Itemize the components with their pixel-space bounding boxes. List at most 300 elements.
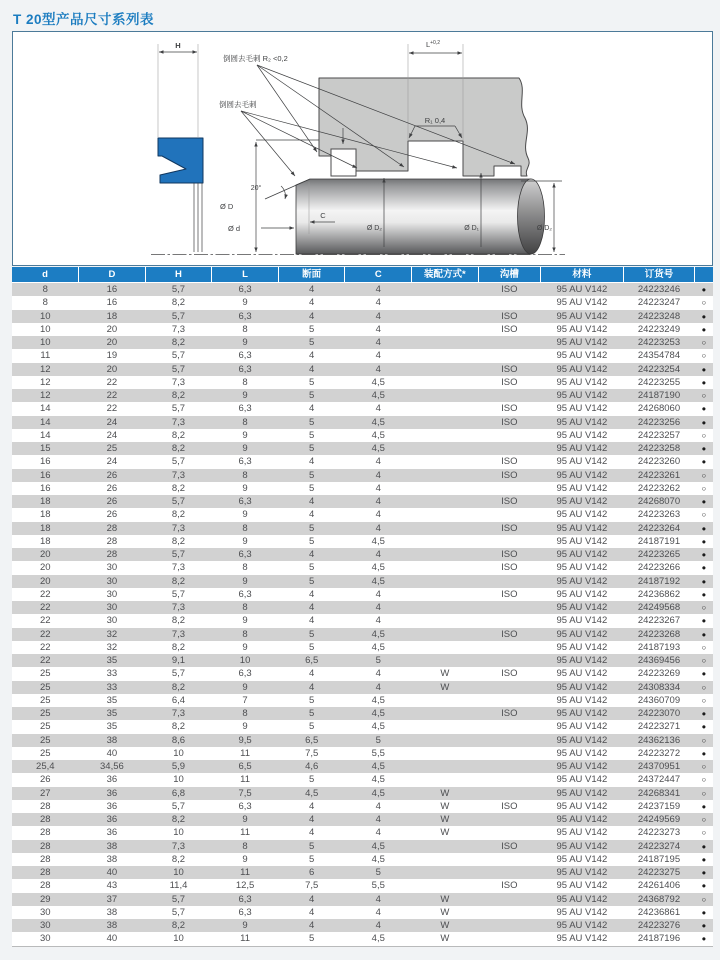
table-cell: 37 <box>106 893 118 905</box>
table-cell: 8 <box>242 376 248 388</box>
table-cell: 5 <box>309 376 315 388</box>
table-cell: 4 <box>375 814 381 826</box>
table-cell <box>478 429 540 442</box>
table-row <box>12 813 713 826</box>
table-cell: 22 <box>40 615 51 627</box>
table-cell: 95 AU V142 <box>556 562 608 574</box>
table-cell: 34,56 <box>100 761 124 773</box>
table-cell: 4 <box>309 602 315 614</box>
table-cell: 4 <box>309 615 315 627</box>
table-cell: 33 <box>106 668 118 680</box>
table-cell: 24354784 <box>637 350 681 362</box>
table-cell <box>478 336 540 349</box>
table-cell: 33 <box>106 681 118 693</box>
table-row <box>12 455 713 468</box>
table-cell: 5 <box>309 522 315 534</box>
table-cell: 24370951 <box>637 761 681 773</box>
table-cell: 5 <box>309 641 315 653</box>
table-cell <box>412 575 479 588</box>
table-cell: 95 AU V142 <box>556 363 608 375</box>
table-cell: 5 <box>309 628 315 640</box>
availability-dot: ● <box>701 497 707 507</box>
table-cell <box>478 787 540 800</box>
table-cell: 4 <box>375 920 381 932</box>
table-cell: 4 <box>375 681 381 693</box>
svg-text:倒圆去毛刺 R₂ <0,2: 倒圆去毛刺 R₂ <0,2 <box>223 54 288 63</box>
table-cell <box>412 349 479 362</box>
availability-dot: ○ <box>701 483 707 493</box>
table-cell: 9 <box>242 641 248 653</box>
table-cell <box>412 323 479 336</box>
table-cell: 6,3 <box>238 549 252 561</box>
table-cell: 5,7 <box>171 588 186 600</box>
table-cell: 4,5 <box>371 376 385 388</box>
table-row <box>12 707 713 720</box>
table-cell: 4 <box>309 588 315 600</box>
svg-text:C: C <box>320 211 326 220</box>
table-cell: ISO <box>501 549 518 561</box>
table-cell: 7,3 <box>171 628 186 640</box>
table-cell: 95 AU V142 <box>556 814 608 826</box>
table-cell: 4,5 <box>371 933 385 945</box>
table-cell <box>478 654 540 667</box>
table-cell: 5 <box>309 416 315 428</box>
table-cell: 95 AU V142 <box>556 867 608 879</box>
table-cell: 24223249 <box>637 323 681 335</box>
table-cell: 8 <box>242 323 248 335</box>
rod-end-cap <box>518 179 545 254</box>
table-cell: 36 <box>106 774 118 786</box>
availability-dot: ● <box>701 377 707 387</box>
table-cell: 28 <box>40 827 51 839</box>
table-cell <box>412 429 479 442</box>
table-cell: 5 <box>309 575 315 587</box>
table-cell: 95 AU V142 <box>556 761 608 773</box>
column-header: C <box>345 267 412 283</box>
table-cell <box>478 601 540 614</box>
table-cell: 18 <box>106 310 118 322</box>
table-cell: 8,2 <box>171 681 186 693</box>
table-row <box>12 919 713 932</box>
table-cell: W <box>440 906 450 918</box>
table-row <box>12 654 713 667</box>
table-cell: ISO <box>501 284 518 296</box>
table-cell: 7,3 <box>171 376 186 388</box>
table-cell: 4 <box>375 827 381 839</box>
table-cell: 40 <box>106 933 118 945</box>
table-cell: 20 <box>40 562 51 574</box>
table-cell: 8,2 <box>171 721 186 733</box>
availability-dot: ● <box>701 417 707 427</box>
table-cell: 24223274 <box>637 840 681 852</box>
table-cell: 24237159 <box>637 800 681 812</box>
table-cell: 24 <box>106 429 118 441</box>
table-cell: 95 AU V142 <box>556 403 608 415</box>
table-cell: 24223264 <box>637 522 681 534</box>
table-cell: 40 <box>106 867 118 879</box>
table-cell <box>412 561 479 574</box>
availability-dot: ○ <box>701 603 707 613</box>
table-cell <box>412 442 479 455</box>
table-cell: 95 AU V142 <box>556 668 608 680</box>
table-cell: 7,3 <box>171 708 186 720</box>
table-cell <box>412 416 479 429</box>
table-cell: 24187191 <box>637 535 681 547</box>
table-cell: 8,2 <box>171 337 186 349</box>
housing-step <box>331 149 356 176</box>
table-cell: 4,5 <box>371 787 385 799</box>
table-cell <box>412 614 479 627</box>
table-cell: ISO <box>501 588 518 600</box>
table-cell: 12 <box>40 363 51 375</box>
table-cell: ISO <box>501 880 518 892</box>
table-cell: 5 <box>309 390 315 402</box>
table-cell <box>478 734 540 747</box>
availability-dot: ● <box>701 854 707 864</box>
availability-dot: ○ <box>701 775 707 785</box>
table-cell: 12,5 <box>235 880 255 892</box>
table-cell: 95 AU V142 <box>556 933 608 945</box>
table-cell <box>412 535 479 548</box>
table-cell: 24223265 <box>637 549 681 561</box>
table-cell: 95 AU V142 <box>556 920 608 932</box>
table-cell: 95 AU V142 <box>556 310 608 322</box>
availability-dot: ● <box>701 576 707 586</box>
table-cell: 7 <box>242 694 248 706</box>
table-cell: 4 <box>375 602 381 614</box>
table-row <box>12 389 713 402</box>
table-row <box>12 720 713 733</box>
table-row <box>12 734 713 747</box>
table-cell: W <box>440 827 450 839</box>
table-cell <box>478 773 540 786</box>
table-cell: ISO <box>501 310 518 322</box>
table-cell: 28 <box>40 814 51 826</box>
table-cell: 6,5 <box>238 761 252 773</box>
availability-dot: ● <box>701 550 707 560</box>
table-cell: 10 <box>40 310 51 322</box>
table-cell: 26 <box>40 774 51 786</box>
table-cell: ISO <box>501 416 518 428</box>
table-row <box>12 601 713 614</box>
table-cell: ISO <box>501 363 518 375</box>
table-cell: 22 <box>40 602 51 614</box>
technical-drawing-panel <box>12 31 713 266</box>
availability-dot: ● <box>701 404 707 414</box>
table-cell <box>478 641 540 654</box>
table-cell: 6,3 <box>238 350 252 362</box>
table-cell: 5,7 <box>171 549 186 561</box>
table-cell: 4 <box>309 350 315 362</box>
table-cell: 28 <box>106 535 118 547</box>
table-cell: W <box>440 668 450 680</box>
table-cell: 5 <box>309 535 315 547</box>
availability-dot: ● <box>701 616 707 626</box>
column-header: 订货号 <box>623 267 695 283</box>
table-cell: 4 <box>375 469 381 481</box>
table-cell: 24223070 <box>637 708 681 720</box>
table-cell: 36 <box>106 814 118 826</box>
table-row <box>12 800 713 813</box>
table-cell: 26 <box>106 482 118 494</box>
table-cell: 16 <box>40 482 51 494</box>
table-cell: W <box>440 681 450 693</box>
table-cell: 6,5 <box>305 734 319 746</box>
table-cell <box>412 389 479 402</box>
table-cell: 9 <box>242 853 248 865</box>
table-cell: 5,7 <box>171 496 186 508</box>
table-cell: 4 <box>375 906 381 918</box>
table-cell: 10 <box>40 337 51 349</box>
table-cell: 4 <box>309 403 315 415</box>
table-cell <box>412 402 479 415</box>
table-cell: 5 <box>309 708 315 720</box>
table-cell: 25 <box>40 721 51 733</box>
table-cell: 4,5 <box>371 708 385 720</box>
table-row <box>12 482 713 495</box>
table-cell: 12 <box>40 376 51 388</box>
table-cell <box>412 522 479 535</box>
table-cell: 22 <box>40 628 51 640</box>
table-row <box>12 787 713 800</box>
table-cell: 4 <box>375 403 381 415</box>
table-cell <box>412 853 479 866</box>
table-cell: 4,5 <box>305 787 319 799</box>
table-cell <box>412 455 479 468</box>
table-cell: ISO <box>501 840 518 852</box>
table-cell: 5,7 <box>171 284 186 296</box>
table-cell: 25 <box>106 443 118 455</box>
table-cell: ISO <box>501 800 518 812</box>
table-cell: 95 AU V142 <box>556 708 608 720</box>
table-cell: 95 AU V142 <box>556 469 608 481</box>
table-cell: 8,2 <box>171 641 186 653</box>
table-cell: 9 <box>242 920 248 932</box>
table-cell: 20 <box>40 549 51 561</box>
table-cell <box>478 614 540 627</box>
table-cell: 4 <box>375 496 381 508</box>
table-cell: ISO <box>501 522 518 534</box>
table-row <box>12 323 713 336</box>
rod-cylinder <box>296 179 531 254</box>
table-cell: 20 <box>40 575 51 587</box>
table-cell: 4,5 <box>371 416 385 428</box>
availability-dot: ○ <box>701 510 707 520</box>
table-cell: 4,5 <box>371 628 385 640</box>
availability-dot: ○ <box>701 470 707 480</box>
table-cell: 20 <box>106 337 118 349</box>
table-cell: 95 AU V142 <box>556 456 608 468</box>
table-cell: 4,5 <box>371 575 385 587</box>
table-row <box>12 667 713 680</box>
table-cell: 5 <box>309 774 315 786</box>
table-cell: 14 <box>40 429 51 441</box>
table-cell: ISO <box>501 668 518 680</box>
table-cell: 4 <box>375 337 381 349</box>
table-cell: W <box>440 800 450 812</box>
table-cell <box>412 654 479 667</box>
table-cell: 11 <box>240 827 251 839</box>
table-cell: 8,6 <box>171 734 186 746</box>
table-cell: 95 AU V142 <box>556 721 608 733</box>
table-cell <box>478 482 540 495</box>
availability-dot: ● <box>701 563 707 573</box>
table-cell: 95 AU V142 <box>556 787 608 799</box>
table-cell <box>478 760 540 773</box>
table-cell: 4,5 <box>371 853 385 865</box>
table-cell: 95 AU V142 <box>556 390 608 402</box>
table-cell: 95 AU V142 <box>556 549 608 561</box>
table-cell: 22 <box>40 641 51 653</box>
table-cell: 8,2 <box>171 920 186 932</box>
table-cell: 4,5 <box>371 761 385 773</box>
availability-dot: ● <box>701 457 707 467</box>
table-cell: 30 <box>40 906 51 918</box>
table-cell: 6,3 <box>238 893 252 905</box>
table-cell: 9 <box>242 535 248 547</box>
table-cell <box>478 296 540 309</box>
table-cell: 9 <box>242 337 248 349</box>
table-cell: 7,5 <box>238 787 252 799</box>
table-cell: 9 <box>242 575 248 587</box>
table-cell: 25,4 <box>36 761 55 773</box>
svg-text:倒圆去毛刺: 倒圆去毛刺 <box>219 100 257 109</box>
table-cell: 20 <box>106 323 118 335</box>
table-cell: 8 <box>242 522 248 534</box>
table-cell: 4 <box>309 297 315 309</box>
table-cell <box>478 349 540 362</box>
table-cell: 7,3 <box>171 840 186 852</box>
table-cell: 7,3 <box>171 562 186 574</box>
table-row <box>12 296 713 309</box>
table-cell <box>478 681 540 694</box>
column-header: 断面 <box>278 267 345 283</box>
table-cell: 95 AU V142 <box>556 443 608 455</box>
table-cell: 95 AU V142 <box>556 522 608 534</box>
table-cell: 24187192 <box>637 575 681 587</box>
page-title: T 20型产品尺寸系列表 <box>13 12 155 27</box>
table-cell: 4 <box>309 920 315 932</box>
table-cell: 5 <box>309 694 315 706</box>
svg-text:L+0,2: L+0,2 <box>425 40 441 49</box>
table-cell: 25 <box>40 668 51 680</box>
table-cell: 30 <box>106 588 118 600</box>
table-cell: 15 <box>40 443 51 455</box>
table-cell: 24223257 <box>637 429 681 441</box>
table-cell: 6,3 <box>238 588 252 600</box>
table-cell: 9 <box>242 482 248 494</box>
availability-dot: ● <box>701 868 707 878</box>
table-cell: 32 <box>106 628 118 640</box>
table-cell: 5 <box>309 323 315 335</box>
table-cell: 27 <box>40 787 51 799</box>
table-cell: 4 <box>309 310 315 322</box>
table-cell: 22 <box>106 403 118 415</box>
availability-dot: ● <box>701 748 707 758</box>
availability-dot: ○ <box>701 894 707 904</box>
table-row <box>12 495 713 508</box>
table-cell: 24308334 <box>637 681 681 693</box>
table-cell: 95 AU V142 <box>556 482 608 494</box>
table-row <box>12 442 713 455</box>
table-cell: 95 AU V142 <box>556 376 608 388</box>
dim-dia-d <box>228 224 294 233</box>
availability-dot: ○ <box>701 298 707 308</box>
table-row <box>12 548 713 561</box>
table-cell: 28 <box>40 800 51 812</box>
table-cell: ISO <box>501 469 518 481</box>
table-cell: 95 AU V142 <box>556 774 608 786</box>
table-cell: 26 <box>106 496 118 508</box>
table-cell: 30 <box>106 575 118 587</box>
table-cell: 5,7 <box>171 893 186 905</box>
table-cell: 6,3 <box>238 668 252 680</box>
table-cell: 7,5 <box>305 880 319 892</box>
table-cell: 5 <box>375 655 381 667</box>
table-cell: 35 <box>106 694 118 706</box>
table-cell: 28 <box>40 840 51 852</box>
table-row <box>12 469 713 482</box>
table-row <box>12 429 713 442</box>
table-cell: 30 <box>40 920 51 932</box>
table-row <box>12 535 713 548</box>
table-cell: 20 <box>106 363 118 375</box>
table-cell: 35 <box>106 708 118 720</box>
table-cell: 95 AU V142 <box>556 655 608 667</box>
table-row <box>12 402 713 415</box>
table-cell <box>478 442 540 455</box>
table-cell <box>478 932 540 946</box>
table-cell: 5,7 <box>171 310 186 322</box>
table-cell: 4,6 <box>305 761 319 773</box>
table-cell: 38 <box>106 920 118 932</box>
table-row <box>12 760 713 773</box>
table-cell: 9 <box>242 443 248 455</box>
table-cell: 5,7 <box>171 350 186 362</box>
table-cell: 36 <box>106 827 118 839</box>
seal-installation-drawing <box>13 32 712 265</box>
table-cell: 11 <box>240 933 251 945</box>
table-cell <box>412 310 479 323</box>
table-cell: 6,3 <box>238 403 252 415</box>
table-cell: 95 AU V142 <box>556 827 608 839</box>
table-cell: 24261406 <box>637 880 681 892</box>
table-cell: 8 <box>242 416 248 428</box>
table-cell: 4,5 <box>371 443 385 455</box>
table-cell: 11,4 <box>169 880 188 892</box>
availability-dot: ○ <box>701 682 707 692</box>
table-cell: 8,2 <box>171 853 186 865</box>
table-cell <box>412 296 479 309</box>
table-cell: 24223273 <box>637 827 681 839</box>
table-cell: 5 <box>309 429 315 441</box>
column-header <box>695 267 713 283</box>
table-cell <box>412 707 479 720</box>
availability-dot: ● <box>701 881 707 891</box>
table-cell <box>412 336 479 349</box>
table-cell: 24187193 <box>637 641 681 653</box>
table-cell: 5 <box>309 840 315 852</box>
availability-dot: ○ <box>701 695 707 705</box>
table-cell: 11 <box>240 747 251 759</box>
table-cell: 24236861 <box>637 906 681 918</box>
table-cell: 8 <box>242 708 248 720</box>
availability-dot: ● <box>701 324 707 334</box>
table-cell: ISO <box>501 323 518 335</box>
table-cell: 30 <box>106 602 118 614</box>
table-cell: 95 AU V142 <box>556 681 608 693</box>
table-cell <box>412 747 479 760</box>
